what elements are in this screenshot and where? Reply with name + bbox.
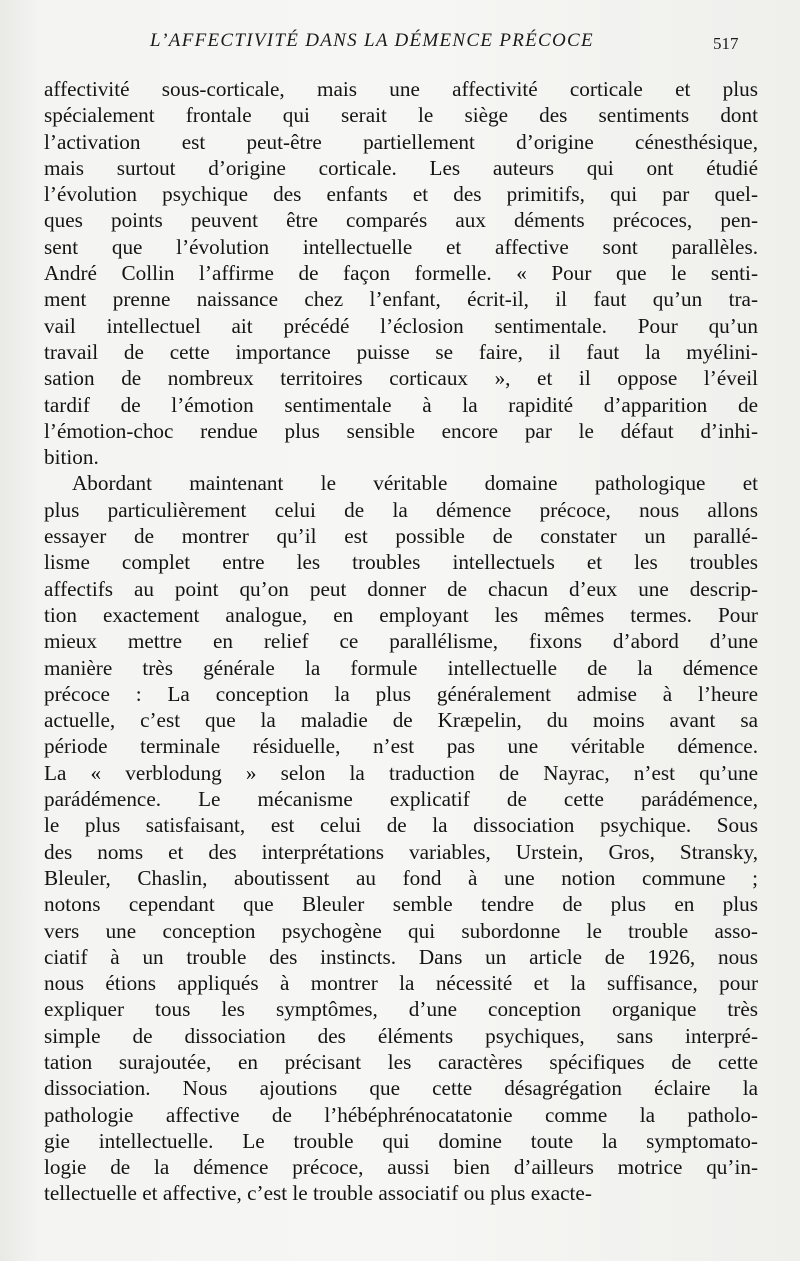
text-line: mais surtout d’origine corticale. Les auteurs qui ont étudié (44, 155, 758, 180)
text-line: des noms et des interprétations variables, Urstein, Gros, Stransky, (44, 839, 758, 864)
text-line: simple de dissociation des éléments psychiques, sans interpré- (44, 1023, 758, 1048)
text-line: nous étions appliqués à montrer la nécessité et la suffisance, pour (44, 971, 758, 996)
text-line: actuelle, c’est que la maladie de Kræpelin, du moins avant sa (44, 708, 758, 733)
text-line: ciatif à un trouble des instincts. Dans un article de 1926, nous (44, 944, 758, 969)
text-line: vail intellectuel ait précédé l’éclosion sentimentale. Pour qu’un (44, 313, 758, 338)
text-line: mieux mettre en relief ce parallélisme, fixons d’abord d’une (44, 629, 758, 654)
page-number: 517 (713, 34, 739, 53)
text-line: La « verblodung » selon la traduction de Nayrac, n’est qu’une (44, 760, 758, 785)
text-line: tellectuelle et affective, c’est le trouble associatif ou plus exacte- (44, 1181, 592, 1206)
text-line: sation de nombreux territoires corticaux », et il oppose l’éveil (44, 366, 758, 391)
text-line: tardif de l’émotion sentimentale à la rapidité d’apparition de (44, 392, 758, 417)
text-line: parádémence. Le mécanisme explicatif de cette parádémence, (44, 787, 758, 812)
body-text (44, 76, 758, 1207)
text-line: André Collin l’affirme de façon formelle. « Pour que le senti- (44, 261, 758, 286)
paragraph (44, 470, 758, 1206)
running-title: L’AFFECTIVITÉ DANS LA DÉMENCE PRÉCOCE (150, 30, 594, 51)
text-line: ques points peuvent être comparés aux déments précoces, pen- (44, 208, 758, 233)
text-line: dissociation. Nous ajoutions que cette désagrégation éclaire la (44, 1076, 758, 1101)
text-line: spécialement frontale qui serait le siège des sentiments dont (44, 103, 758, 128)
text-line: ment prenne naissance chez l’enfant, écrit-il, il faut qu’un tra- (44, 287, 758, 312)
text-line: bition. (44, 445, 99, 470)
text-line: gie intellectuelle. Le trouble qui domine toute la symptomato- (44, 1128, 758, 1153)
text-line: affectivité sous-corticale, mais une affectivité corticale et plus (44, 77, 758, 101)
text-line: tion exactement analogue, en employant les mêmes termes. Pour (44, 602, 758, 627)
text-line: logie de la démence précoce, aussi bien d’ailleurs motrice qu’in- (44, 1155, 758, 1180)
text-line: pathologie affective de l’hébéphrénocatatonie comme la patholo- (44, 1102, 758, 1127)
text-line: vers une conception psychogène qui subordonne le trouble asso- (44, 918, 758, 943)
text-line: tation surajoutée, en précisant les caractères spécifiques de cette (44, 1049, 758, 1074)
text-line: l’émotion-choc rendue plus sensible encore par le défaut d’inhi- (44, 418, 758, 443)
page-header (0, 28, 800, 58)
text-line: l’activation est peut-être partiellement d’origine cénesthésique, (44, 129, 758, 154)
text-line: plus particulièrement celui de la démence précoce, nous allons (44, 497, 758, 522)
text-line: période terminale résiduelle, n’est pas une véritable démence. (44, 734, 758, 759)
text-line: travail de cette importance puisse se faire, il faut la myélini- (44, 339, 758, 364)
text-line: précoce : La conception la plus généralement admise à l’heure (44, 681, 758, 706)
text-line: lisme complet entre les troubles intellectuels et les troubles (44, 550, 758, 575)
paragraph (44, 76, 758, 470)
text-line: affectifs au point qu’on peut donner de chacun d’eux une descrip- (44, 576, 758, 601)
text-line: l’évolution psychique des enfants et des primitifs, qui par quel- (44, 182, 758, 207)
text-line: le plus satisfaisant, est celui de la dissociation psychique. Sous (44, 813, 758, 838)
text-line: sent que l’évolution intellectuelle et affective sont parallèles. (44, 234, 758, 259)
text-line: essayer de montrer qu’il est possible de constater un parallé- (44, 524, 758, 549)
text-line: Bleuler, Chaslin, aboutissent au fond à une notion commune ; (44, 865, 758, 890)
text-line: manière très générale la formule intellectuelle de la démence (44, 655, 758, 680)
text-line: notons cependant que Bleuler semble tendre de plus en plus (44, 892, 758, 917)
text-line: Abordant maintenant le véritable domaine pathologique et (72, 471, 758, 496)
text-line: expliquer tous les symptômes, d’une conception organique très (44, 997, 758, 1022)
